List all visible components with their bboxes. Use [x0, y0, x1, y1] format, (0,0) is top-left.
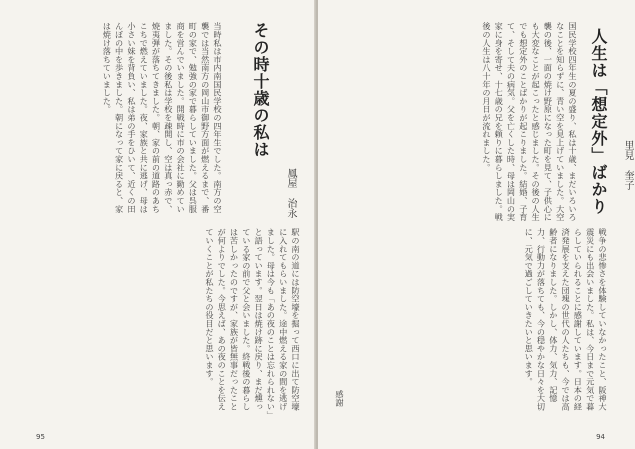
left-article-title: その時十歳の私は — [251, 22, 270, 158]
left-bottom-text: 駅の南の道には防空壕を掘って西口に出て防空壕に入れてもらいました。途中燃える家の間を逃げました。母は今も「あの夜のことは忘れられない」と語っています。翌日は焼け跡に戻り、まだ燻っている家の前で父と会いました。終戦後の暮らしは苦しかったのですが、家族が皆無事だったことが何よりでした。今思えば、あの夜のことを伝えていくことが私たちの役目だと思います。 — [204, 228, 301, 415]
left-article-author: 鳳屋 治永 — [285, 168, 296, 218]
right-page-number: 94 — [596, 433, 605, 441]
left-page — [0, 0, 316, 449]
left-top-text: 当時私は市内南国民学校の四年生でした。南方の空襲では当然南方の岡山市御野方面が燃えるまで、番町の家で、勉強の家で暮らしていました。父は呉服商を営んでいました。開戦時に市の会社に勤めていました。その後私は学校を疎開し、空は真っ赤で、焼夷弾が落ちてきました。朝、家の前の道路のあちこちで燃えていました。夜、家族と共に逃げ、母は小さい妹を背負い、私は弟の手をひいて、近くの田んぼの中を歩きました。朝になって家に戻ると、家は焼け落ちていました。 — [102, 22, 223, 213]
right-article-author: 里見 奎子 — [622, 140, 633, 190]
right-bottom-text: 戦争の悲惨さを体験していなかったこと、阪神大震災にも出会いました。私は、今日まで元気で暮らしていられることに感謝しています。日本の経済発展を支えた団塊の世代の人たちも、今では高齢者になりました。しかし、体力、気力、記憶力、行動力が落ちても、今の穏やかな日々を大切に、元気で過ごしていきたいと思います。 — [524, 228, 608, 411]
right-page — [318, 0, 635, 449]
left-page-number: 95 — [36, 433, 45, 441]
right-article-title: 人生は「想定外」ばかり — [589, 28, 608, 215]
right-top-text: 国民学校四年生の夏の盛り、私は十歳、まだいろいろなことを知らずに、青い空を見上げていました。大空襲の後、一面の焼け野原になった町を見て、子供心にも大変なことが起こったと感じました。その後の人生でも想定外のことばかりが起こりました。結婚、子育て、そして夫の病気。父を亡くした時、母は岡山の実家に身を寄せ、十七歳の兄を頼りに暮らしました。戦後の人生は八十年の月日が流れました。 — [481, 22, 578, 222]
right-closing-text: 感謝 — [335, 390, 345, 407]
